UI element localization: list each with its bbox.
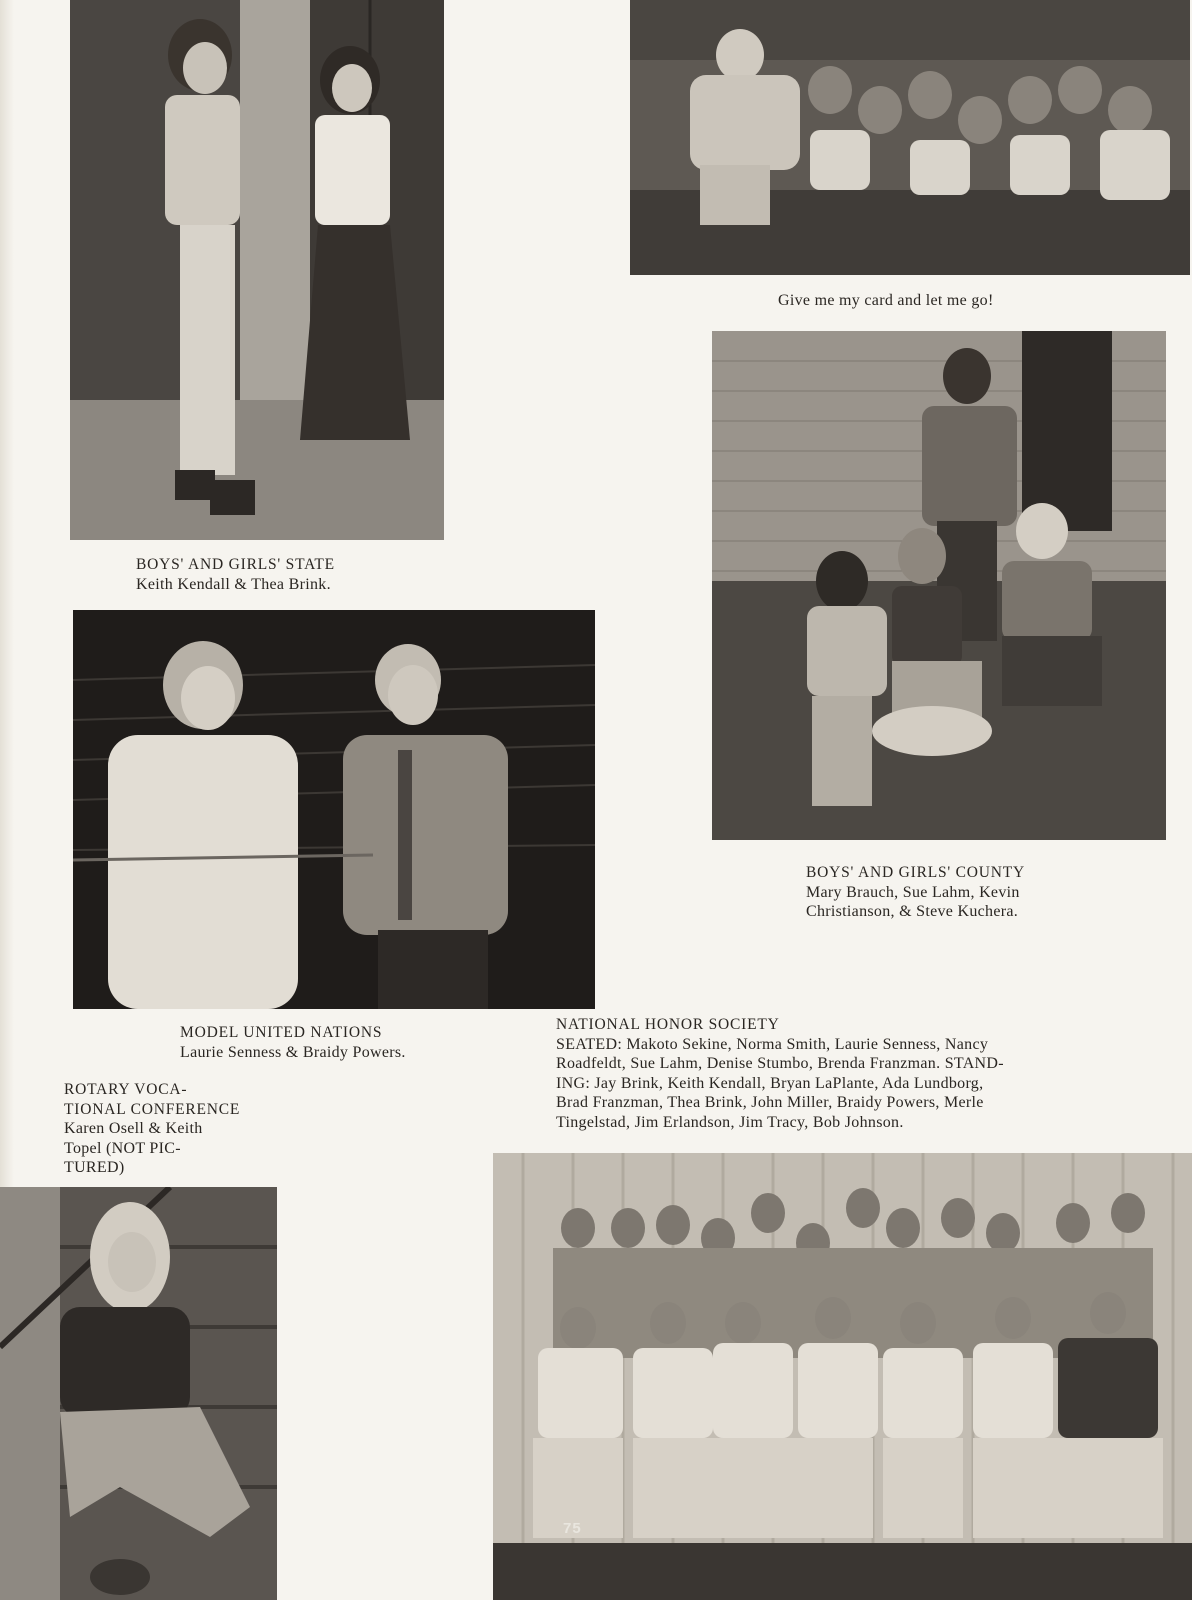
caption-rotary-line5: TURED)	[64, 1159, 125, 1176]
caption-card-line	[778, 291, 994, 311]
caption-model-un-names: Laurie Senness & Braidy Powers.	[180, 1043, 406, 1061]
photo-rotary	[0, 1187, 277, 1600]
caption-national-honor-society	[556, 1015, 1004, 1132]
caption-nhs-line4: Brad Franzman, Thea Brink, John Miller, Braidy Powers, Merle	[556, 1094, 984, 1111]
photo-national-honor-society	[493, 1153, 1192, 1600]
caption-nhs-line3: ING: Jay Brink, Keith Kendall, Bryan LaPlante, Ada Lundborg,	[556, 1074, 984, 1092]
photo-boys-girls-state	[70, 0, 444, 540]
caption-rotary-line1: ROTARY VOCA-	[64, 1081, 188, 1098]
caption-nhs-line2: Roadfeldt, Sue Lahm, Denise Stumbo, Brenda Franzman. STAND-	[556, 1055, 1004, 1072]
caption-nhs-heading: NATIONAL HONOR SOCIETY	[556, 1016, 780, 1033]
photo-boys-girls-county	[712, 331, 1166, 840]
caption-boys-girls-state-names: Keith Kendall & Thea Brink.	[136, 575, 331, 593]
caption-rotary	[64, 1080, 240, 1178]
caption-boys-girls-county-line2: Christianson, & Steve Kuchera.	[806, 903, 1019, 920]
photo-card-line	[630, 0, 1190, 275]
caption-boys-girls-county-heading: BOYS' AND GIRLS' COUNTY	[806, 864, 1026, 881]
caption-boys-girls-state-heading: BOYS' AND GIRLS' STATE	[136, 556, 335, 573]
caption-boys-girls-state	[136, 555, 335, 594]
caption-model-un-heading: MODEL UNITED NATIONS	[180, 1024, 383, 1041]
caption-rotary-line4: Topel (NOT PIC-	[64, 1139, 181, 1157]
caption-rotary-line3: Karen Osell & Keith	[64, 1120, 203, 1137]
caption-boys-girls-county	[806, 863, 1025, 922]
caption-rotary-line2: TIONAL CONFERENCE	[64, 1100, 241, 1118]
caption-nhs-line5: Tingelstad, Jim Erlandson, Jim Tracy, Bob Johnson.	[556, 1113, 904, 1131]
caption-boys-girls-county-line1: Mary Brauch, Sue Lahm, Kevin	[806, 883, 1020, 901]
photo-model-un	[73, 610, 595, 1009]
caption-nhs-line1: SEATED: Makoto Sekine, Norma Smith, Laurie Senness, Nancy	[556, 1035, 989, 1053]
page-number: 75	[563, 1520, 582, 1537]
caption-model-un	[180, 1023, 406, 1062]
caption-card-line-text: Give me my card and let me go!	[778, 292, 994, 309]
